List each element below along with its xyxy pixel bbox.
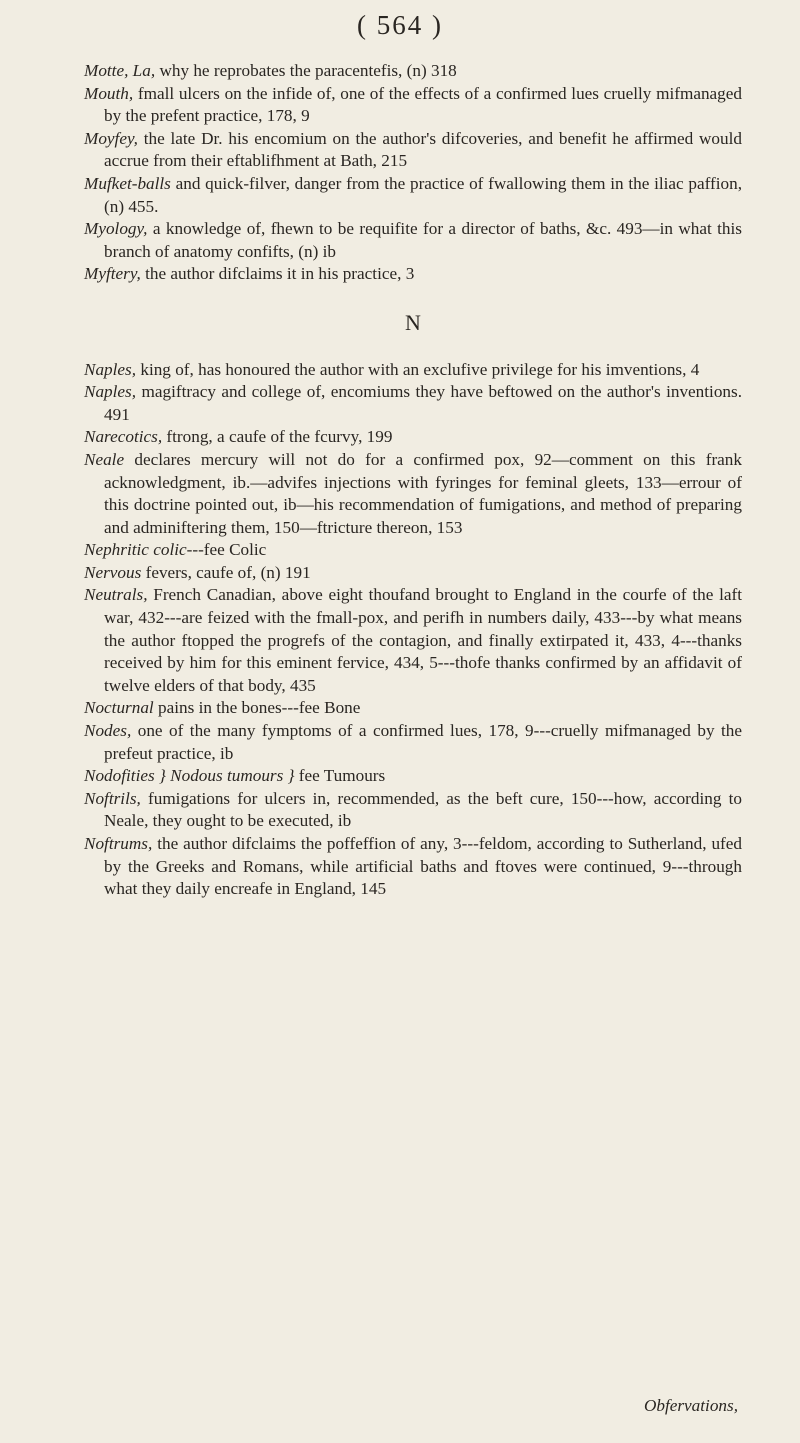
index-entry: Naples, magiftracy and college of, encomiums they have beftowed on the author's inventions. 491 bbox=[84, 382, 742, 424]
index-entry: Noftrums, the author difclaims the poffeffion of any, 3---feldom, according to Sutherland, ufed by the Greeks and Romans, while artificial baths and ftoves were continued, 9---through what they daily encreafe in England, 145 bbox=[84, 834, 742, 899]
index-entry: Neale declares mercury will not do for a confirmed pox, 92—comment on this frank acknowledgment, ib.—advifes injections with fyringes for feminal gleets, 133—errour of this doctrine pointed out, ib—his recommendation of fumigations, and method of preparing and adminiftering them, 150—ftricture thereon, 153 bbox=[84, 449, 742, 537]
index-column bbox=[84, 60, 742, 901]
index-entry: Moyfey, the late Dr. his encomium on the author's difcoveries, and benefit he affirmed would accrue from their eftablifhment at Bath, 215 bbox=[84, 128, 742, 171]
page-number: ( 564 ) bbox=[357, 10, 443, 40]
index-entry: Nervous fevers, caufe of, (n) 191 bbox=[84, 562, 311, 582]
index-entry: Myology, a knowledge of, fhewn to be requifite for a director of baths, &c. 493—in what this branch of anatomy confifts, (n) ib bbox=[84, 219, 742, 261]
index-entry: Narecotics, ftrong, a caufe of the fcurvy, 199 bbox=[84, 427, 393, 447]
index-entry: Nodofities } Nodous tumours } fee Tumours bbox=[84, 766, 386, 786]
index-entry: Noftrils, fumigations for ulcers in, recommended, as the beft cure, 150---how, according to Neale, they ought to be executed, ib bbox=[84, 788, 742, 831]
index-entry: Nodes, one of the many fymptoms of a confirmed lues, 178, 9---cruelly mifmanaged by the prefeut practice, ib bbox=[84, 721, 742, 763]
index-entry: Motte, La, why he reprobates the paracentefis, (n) 318 bbox=[84, 61, 457, 80]
index-entry: Naples, king of, has honoured the author with an exclufive privilege for his imventions, 4 bbox=[84, 359, 700, 379]
index-entry: Nocturnal pains in the bones---fee Bone bbox=[84, 698, 361, 718]
index-entry: Mouth, fmall ulcers on the infide of, one of the effects of a confirmed lues cruelly mifmanaged by the prefent practice, 178, 9 bbox=[84, 83, 742, 126]
index-entry: Myftery, the author difclaims it in his practice, 3 bbox=[84, 264, 415, 284]
catchword: Obfervations, bbox=[643, 1396, 738, 1415]
index-entry: Neutrals, French Canadian, above eight thoufand brought to England in the courfe of the laft war, 432---are feized with the fmall-pox, and perifh in numbers daily, 433---by what means the author ftopped the progrefs of the contagion, and finally extirpated it, 433, 4---thanks received by him for this eminent fervice, 434, 5---thofe thanks confirmed by an affidavit of twelve elders of that body, 435 bbox=[84, 585, 742, 695]
index-entry: Nephritic colic---fee Colic bbox=[84, 540, 267, 560]
section-letter: N bbox=[405, 309, 421, 335]
index-entry: Mufket-balls and quick-filver, danger from the practice of fwallowing them in the iliac paffion, (n) 455. bbox=[84, 173, 742, 216]
